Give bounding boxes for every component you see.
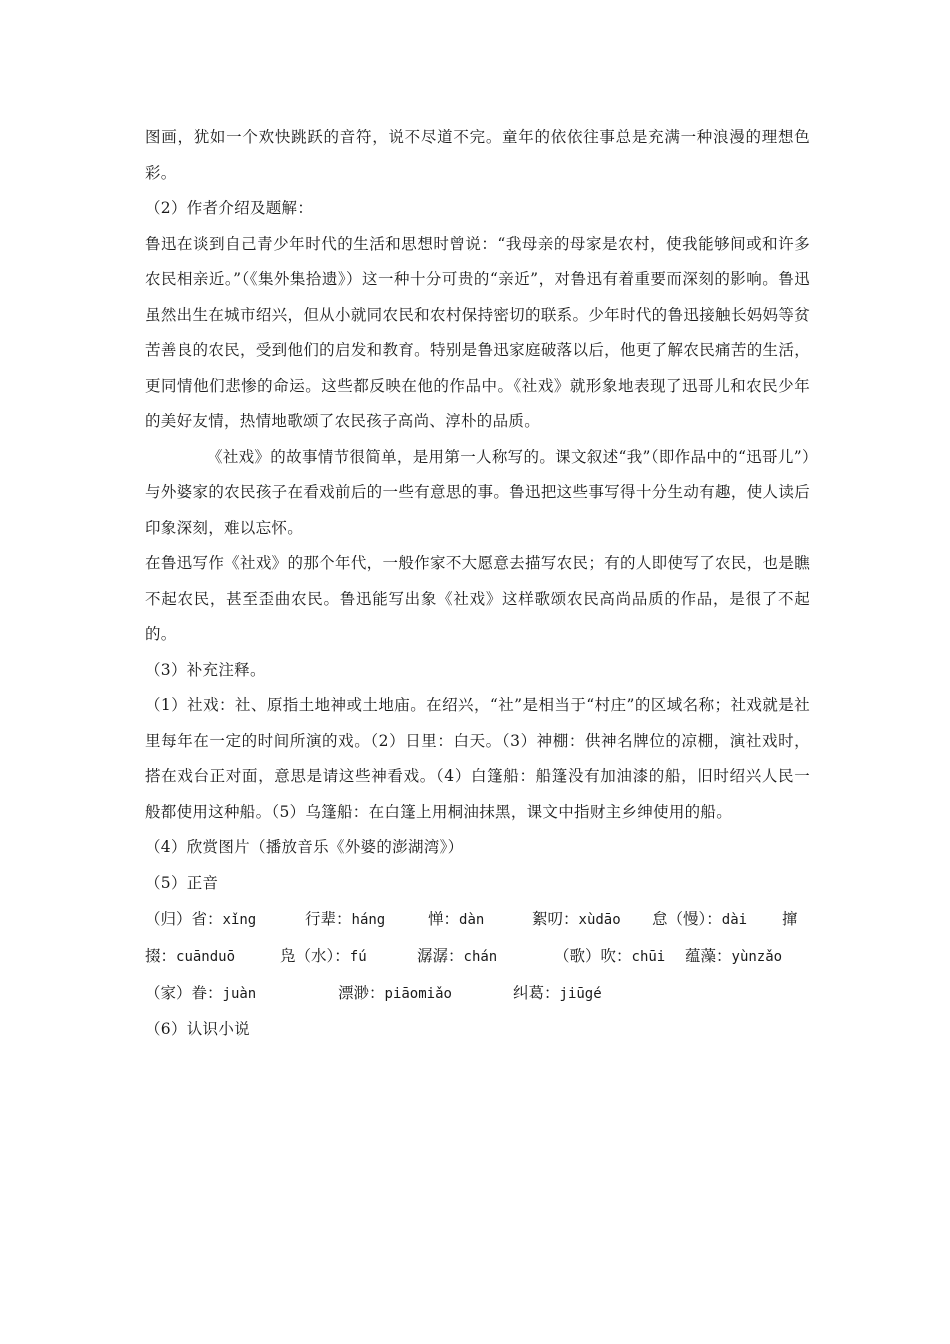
heading-author-intro: （2）作者介绍及题解： xyxy=(145,199,314,217)
pinyin-item: 怠（慢）：dài xyxy=(652,910,748,928)
pinyin-item: 撺 xyxy=(782,910,798,928)
pinyin-item: 潺潺：chán xyxy=(417,947,498,965)
pinyin-item: 行辈：háng xyxy=(305,910,386,928)
pinyin-item: （歌）吹：chūi xyxy=(554,947,666,965)
pinyin-row-2 xyxy=(145,938,810,975)
paragraph-author: 鲁迅在谈到自己青少年时代的生活和思想时曾说：“我母亲的母家是农村，使我能够间或和许多农民相亲近。”（《集外集拾遗》）这一种十分可贵的“亲近”，对鲁迅有着重要而深刻的影响。鲁迅虽然出生在城市绍兴，但从小就同农民和农村保持密切的联系。少年时代的鲁迅接触长妈妈等贫苦善良的农民，受到他们的启发和教育。特别是鲁迅家庭破落以后，他更了解农民痛苦的生活，更同情他们悲惨的命运。这些都反映在他的作品中。《社戏》就形象地表现了迅哥儿和农民少年的美好友情，热情地歌颂了农民孩子高尚、淳朴的品质。 xyxy=(145,234,810,430)
heading-pictures: （4）欣赏图片（播放音乐《外婆的澎湖湾》） xyxy=(145,838,464,856)
heading-pronunciation: （5）正音 xyxy=(145,873,219,892)
paragraph-intro-end: 图画，犹如一个欢快跳跃的音符，说不尽道不完。童年的依依往事总是充满一种浪漫的理想色彩。 xyxy=(145,128,810,182)
paragraph-era: 在鲁迅写作《社戏》的那个年代，一般作家不大愿意去描写农民；有的人即使写了农民，也是瞧不起农民，甚至歪曲农民。鲁迅能写出象《社戏》这样歌颂农民高尚品质的作品，是很了不起的。 xyxy=(145,554,810,643)
paragraph-story: 《社戏》的故事情节很简单，是用第一人称写的。课文叙述“我”（即作品中的“迅哥儿”）与外婆家的农民孩子在看戏前后的一些有意思的事。鲁迅把这些事写得十分生动有趣，使人读后印象深刻，难以忘怀。 xyxy=(145,447,810,537)
pinyin-item: 掇：cuānduō xyxy=(145,947,236,965)
pinyin-item: （归）省：xǐng xyxy=(145,910,257,928)
pinyin-item: 凫（水）：fú xyxy=(280,947,367,965)
pinyin-row-1 xyxy=(145,901,810,938)
pinyin-item: （家）眷：juàn xyxy=(145,984,257,1002)
pinyin-item: 漂渺：piāomiǎo xyxy=(338,984,452,1002)
pinyin-item: 絮叨：xùdāo xyxy=(532,910,621,928)
document-body xyxy=(145,120,810,1048)
pinyin-item: 惮：dàn xyxy=(428,910,485,928)
pinyin-item: 蕴藻：yùnzǎo xyxy=(685,947,783,965)
heading-novel: （6）认识小说 xyxy=(145,1020,250,1038)
paragraph-notes: （1）社戏：社、原指土地神或土地庙。在绍兴，“社”是相当于“村庄”的区域名称；社戏就是社里每年在一定的时间所演的戏。（2）日里：白天。（3）神棚：供神名牌位的凉棚，演社戏时，搭在戏台正对面，意思是请这些神看戏。（4）白篷船：船篷没有加油漆的船，旧时绍兴人民一般都使用这种船。（5）乌篷船：在白篷上用桐油抹黑，课文中指财主乡绅使用的船。 xyxy=(145,696,810,821)
pinyin-item: 纠葛：jiūgé xyxy=(513,984,602,1002)
heading-notes: （3）补充注释。 xyxy=(145,660,266,679)
pinyin-row-3 xyxy=(145,975,810,1012)
